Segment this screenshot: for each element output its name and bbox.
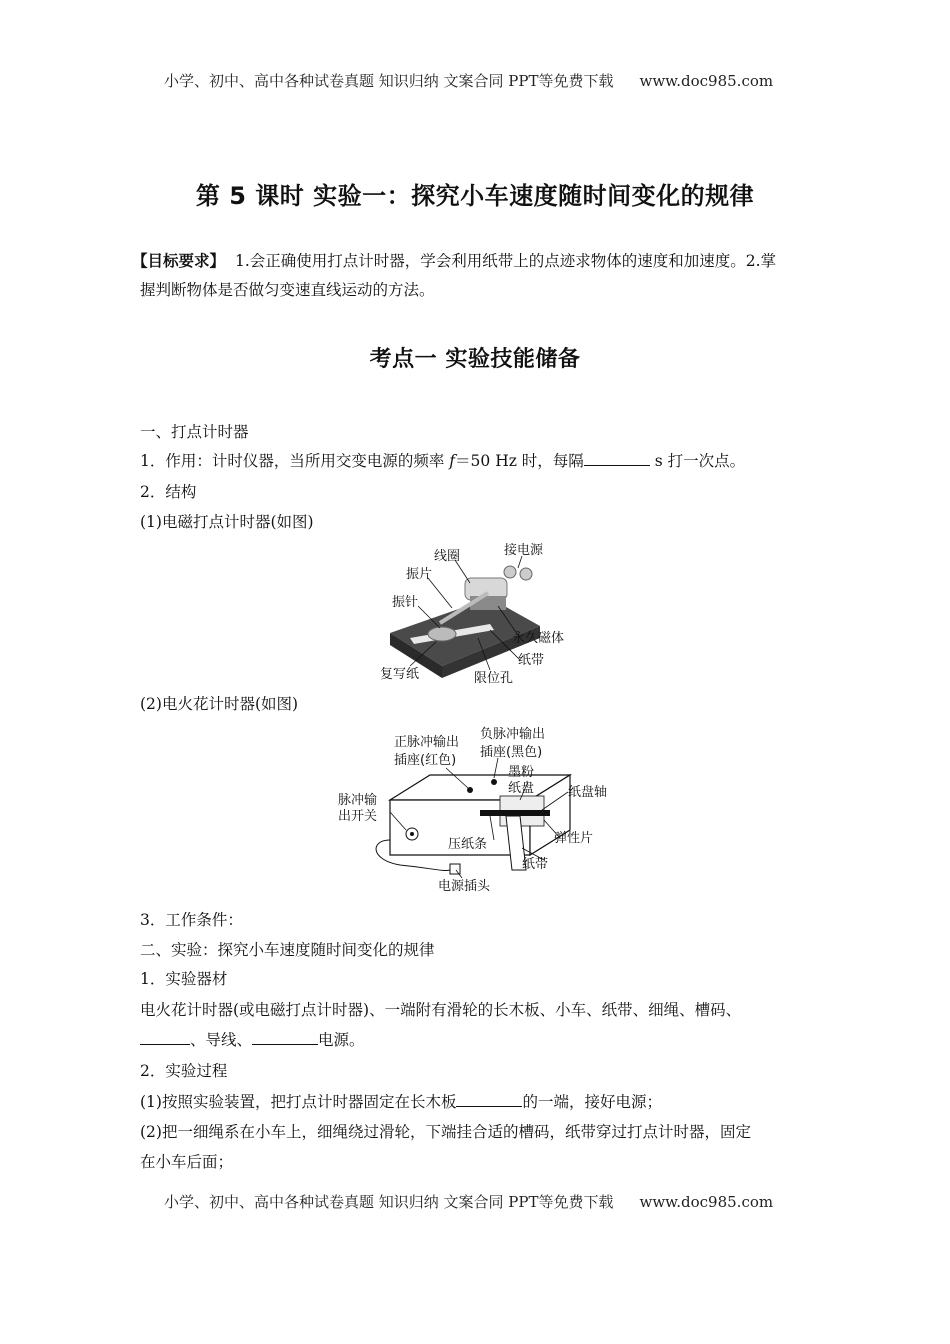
item1-text-b: ＝50 Hz 时，每隔 (455, 452, 584, 470)
label-vibrating-plate: 振片 (406, 567, 433, 582)
label-coil: 线圈 (434, 549, 461, 564)
part1-item3: 3．工作条件： (140, 911, 243, 929)
step2-line2: 在小车后面； (140, 1153, 234, 1171)
blank-interval[interactable] (584, 451, 650, 466)
timer-carbon-disc (428, 627, 456, 641)
part2-heading: 二、实验：探究小车速度随时间变化的规律 (140, 941, 435, 959)
label-paper-disc: 纸盘 (508, 781, 535, 796)
step1 (140, 1092, 662, 1112)
part1-sub2: (2)电火花计时器(如图) (140, 695, 299, 713)
blank-step1[interactable] (456, 1092, 522, 1107)
part2-item1: 1．实验器材 (140, 970, 228, 988)
equip-text-c: 电源。 (318, 1031, 365, 1049)
label-needle: 振针 (392, 595, 419, 610)
part2-item2: 2．实验过程 (140, 1062, 228, 1080)
part1-item1 (140, 451, 745, 471)
label-tape: 纸带 (518, 653, 545, 668)
item1-text-a: 1．作用：计时仪器，当所用交变电源的频率 (140, 452, 450, 470)
page-footer (164, 1191, 773, 1212)
objective-line2: 握判断物体是否做匀变速直线运动的方法。 (140, 281, 435, 299)
label-pos-pulse-2: 插座(红色) (394, 753, 457, 768)
objective-text1: 1.会正确使用打点计时器，学会利用纸带上的点迹求物体的速度和加速度。2.掌 (235, 252, 777, 270)
figure-electromagnetic-timer (370, 538, 600, 688)
blank-equip-1[interactable] (140, 1030, 190, 1045)
header-site: www.doc985.com (639, 72, 774, 90)
label-pos-pulse-1: 正脉冲输出 (394, 735, 460, 750)
step1-text-b: 的一端，接好电源； (522, 1093, 662, 1111)
label-pulse-switch-2: 出开关 (338, 809, 378, 824)
part1-sub1: (1)电磁打点计时器(如图) (140, 513, 314, 531)
label-neg-pulse-1: 负脉冲输出 (480, 727, 546, 742)
label-limit-hole: 限位孔 (474, 671, 514, 686)
label-power-plug: 电源插头 (438, 879, 491, 892)
label-disc-axle: 纸盘轴 (568, 785, 608, 800)
part1-item2: 2．结构 (140, 483, 197, 501)
objective-line1 (132, 251, 776, 271)
equip-text-b: 、导线、 (190, 1031, 253, 1049)
equip-line2 (140, 1030, 365, 1050)
label-spring-plate: 弹性片 (554, 831, 594, 846)
objective-tag: 【目标要求】 (132, 252, 226, 270)
label-magnet: 永久磁体 (512, 631, 565, 646)
item1-text-c: s 打一次点。 (649, 452, 746, 470)
label-power: 接电源 (504, 543, 544, 558)
item1-f: f (449, 452, 456, 470)
step2-line1: (2)把一细绳系在小车上，细绳绕过滑轮，下端挂合适的槽码，纸带穿过打点计时器，固定 (140, 1123, 751, 1141)
figure-spark-timer (330, 720, 620, 892)
part1-heading: 一、打点计时器 (140, 423, 249, 441)
blank-equip-2[interactable] (252, 1030, 318, 1045)
label-neg-pulse-2: 插座(黑色) (480, 745, 543, 760)
socket-black (491, 779, 497, 785)
equip-line1: 电火花计时器(或电磁打点计时器)、一端附有滑轮的长木板、小车、纸带、细绳、槽码、 (140, 1001, 742, 1019)
page-title: 第 5 课时 实验一：探究小车速度随时间变化的规律 (195, 182, 755, 210)
footer-site: www.doc985.com (639, 1193, 774, 1211)
footer-text: 小学、初中、高中各种试卷真题 知识归纳 文案合同 PPT等免费下载 (164, 1193, 614, 1211)
section-title: 考点一 实验技能储备 (369, 347, 581, 372)
label-carbon-paper: 复写纸 (380, 667, 420, 682)
step1-text-a: (1)按照实验装置，把打点计时器固定在长木板 (140, 1093, 457, 1111)
label-toner: 墨粉 (508, 765, 535, 780)
page-header (164, 70, 773, 91)
label-tape-2: 纸带 (522, 857, 549, 872)
header-text: 小学、初中、高中各种试卷真题 知识归纳 文案合同 PPT等免费下载 (164, 72, 614, 90)
label-pulse-switch-1: 脉冲输 (338, 793, 378, 808)
label-press-strip: 压纸条 (448, 837, 488, 852)
power-plug (450, 864, 460, 874)
